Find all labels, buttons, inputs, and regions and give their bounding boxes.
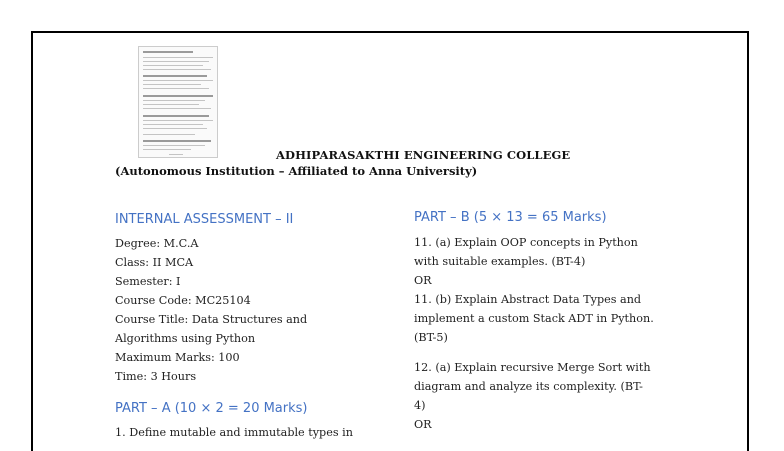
assessment-heading: INTERNAL ASSESSMENT – II xyxy=(115,212,294,227)
question-line: 11. (b) Explain Abstract Data Types and xyxy=(414,293,642,306)
detail-line: Time: 3 Hours xyxy=(115,370,197,383)
detail-line: Semester: I xyxy=(115,275,181,288)
part-b-heading: PART – B (5 × 13 = 65 Marks) xyxy=(414,210,607,225)
detail-line: Maximum Marks: 100 xyxy=(115,351,240,364)
detail-line: Algorithms using Python xyxy=(115,332,256,345)
detail-line: Course Title: Data Structures and xyxy=(115,313,308,326)
detail-line: Degree: M.C.A xyxy=(115,237,199,250)
thumbnail-image xyxy=(138,46,218,158)
college-subtitle: (Autonomous Institution – Affiliated to Anna University) xyxy=(115,164,478,178)
question-line: with suitable examples. (BT-4) xyxy=(414,255,586,268)
detail-line: Course Code: MC25104 xyxy=(115,294,251,307)
part-a-heading: PART – A (10 × 2 = 20 Marks) xyxy=(115,401,308,416)
question-line: diagram and analyze its complexity. (BT- xyxy=(414,380,643,393)
detail-line: Class: II MCA xyxy=(115,256,194,269)
question-line: 1. Define mutable and immutable types in xyxy=(115,426,353,439)
question-line: (BT-5) xyxy=(414,331,448,344)
question-line: 4) xyxy=(414,399,426,412)
college-name: ADHIPARASAKTHI ENGINEERING COLLEGE xyxy=(276,148,571,162)
question-line: implement a custom Stack ADT in Python. xyxy=(414,312,654,325)
question-line: 11. (a) Explain OOP concepts in Python xyxy=(414,236,638,249)
question-line: 12. (a) Explain recursive Merge Sort with xyxy=(414,361,651,374)
question-line: OR xyxy=(414,418,432,431)
question-line: OR xyxy=(414,274,432,287)
